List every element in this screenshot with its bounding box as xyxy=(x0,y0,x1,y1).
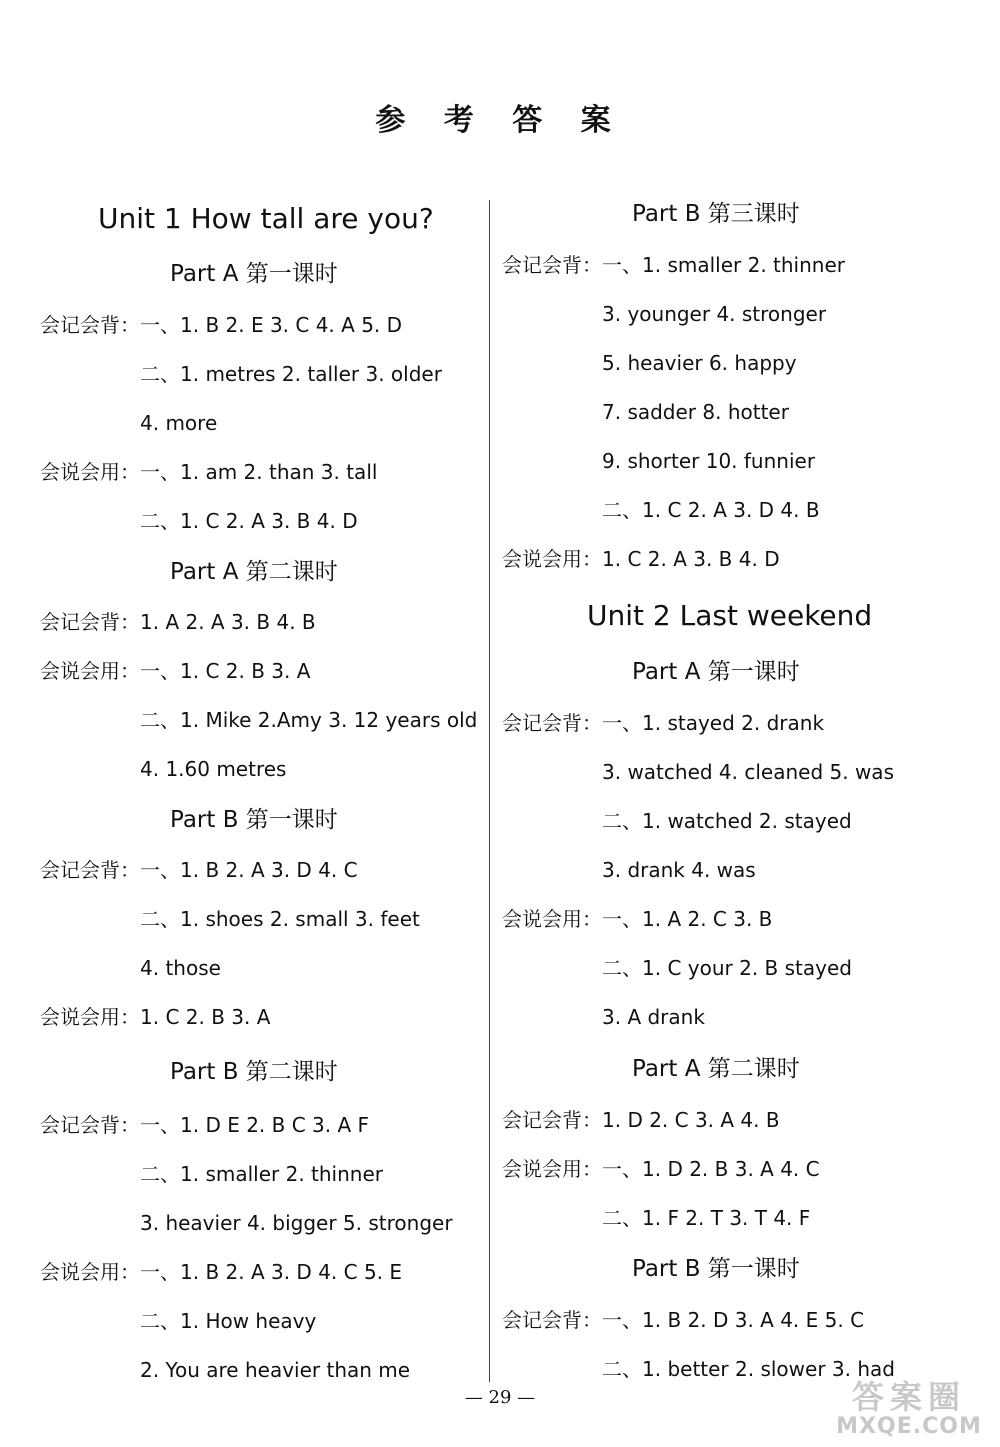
part-title: Part B 第二课时 xyxy=(170,1059,338,1085)
part-title: Part B 第一课时 xyxy=(632,1256,800,1282)
answer-line: 9. shorter 10. funnier xyxy=(602,449,816,473)
answer-line: 3. drank 4. was xyxy=(602,858,756,882)
unit-title: Unit 2 Last weekend xyxy=(587,599,873,632)
answer-line: 3. A drank xyxy=(602,1005,705,1029)
column-divider xyxy=(489,200,490,1382)
answer-line: 4. more xyxy=(140,411,218,435)
answer-line: 会说会用：一、1. am 2. than 3. tall xyxy=(40,460,378,484)
answer-line: 二、1. smaller 2. thinner xyxy=(140,1162,383,1186)
answer-line: 二、1. F 2. T 3. T 4. F xyxy=(602,1206,811,1230)
answer-line: 二、1. better 2. slower 3. had xyxy=(602,1357,895,1381)
answer-line: 3. younger 4. stronger xyxy=(602,302,827,326)
answer-line: 二、1. metres 2. taller 3. older xyxy=(140,362,442,386)
part-title: Part A 第二课时 xyxy=(170,559,338,585)
unit-title: Unit 1 How tall are you? xyxy=(98,202,434,235)
answer-line: 会记会背：一、1. stayed 2. drank xyxy=(502,711,825,735)
answer-line: 会记会背：一、1. B 2. A 3. D 4. C xyxy=(40,858,358,882)
answer-line: 5. heavier 6. happy xyxy=(602,351,797,375)
part-title: Part A 第一课时 xyxy=(632,659,800,685)
answer-line: 二、1. watched 2. stayed xyxy=(602,809,852,833)
part-title: Part B 第一课时 xyxy=(170,807,338,833)
answer-line: 4. those xyxy=(140,956,221,980)
answer-line: 二、1. How heavy xyxy=(140,1309,317,1333)
answer-line: 二、1. Mike 2.Amy 3. 12 years old xyxy=(140,708,478,732)
answer-line: 会说会用：一、1. C 2. B 3. A xyxy=(40,659,311,683)
answer-line: 二、1. shoes 2. small 3. feet xyxy=(140,907,420,931)
answer-line: 2. You are heavier than me xyxy=(140,1358,411,1382)
watermark-url: MXQE.COM xyxy=(836,1414,982,1439)
answer-line: 会记会背：一、1. B 2. D 3. A 4. E 5. C xyxy=(502,1308,865,1332)
answer-line: 3. heavier 4. bigger 5. stronger xyxy=(140,1211,453,1235)
part-title: Part B 第三课时 xyxy=(632,201,800,227)
part-title: Part A 第一课时 xyxy=(170,261,338,287)
answer-line: 会记会背：一、1. B 2. E 3. C 4. A 5. D xyxy=(40,313,403,337)
answer-line: 3. watched 4. cleaned 5. was xyxy=(602,760,894,784)
answer-line: 会说会用：一、1. B 2. A 3. D 4. C 5. E xyxy=(40,1260,403,1284)
page-number: — 29 — xyxy=(464,1387,536,1408)
watermark-logo xyxy=(824,1380,994,1439)
part-title: Part A 第二课时 xyxy=(632,1056,800,1082)
answer-line: 4. 1.60 metres xyxy=(140,757,287,781)
answer-line: 会说会用：1. C 2. B 3. A xyxy=(40,1005,271,1029)
answer-line: 会说会用：一、1. D 2. B 3. A 4. C xyxy=(502,1157,820,1181)
answer-line: 会记会背：一、1. smaller 2. thinner xyxy=(502,253,845,277)
watermark-text: 答案圈 xyxy=(851,1378,966,1416)
answer-line: 会记会背：1. D 2. C 3. A 4. B xyxy=(502,1108,780,1132)
answer-line: 二、1. C 2. A 3. D 4. B xyxy=(602,498,820,522)
answer-line: 7. sadder 8. hotter xyxy=(602,400,789,424)
answer-line: 二、1. C 2. A 3. B 4. D xyxy=(140,509,358,533)
answer-line: 会记会背：1. A 2. A 3. B 4. B xyxy=(40,610,316,634)
answer-line: 会说会用：1. C 2. A 3. B 4. D xyxy=(502,547,780,571)
answer-line: 会说会用：一、1. A 2. C 3. B xyxy=(502,907,773,931)
page-title: 参 考 答 案 xyxy=(375,103,625,138)
answer-line: 会记会背：一、1. D E 2. B C 3. A F xyxy=(40,1113,370,1137)
answer-line: 二、1. C your 2. B stayed xyxy=(602,956,852,980)
